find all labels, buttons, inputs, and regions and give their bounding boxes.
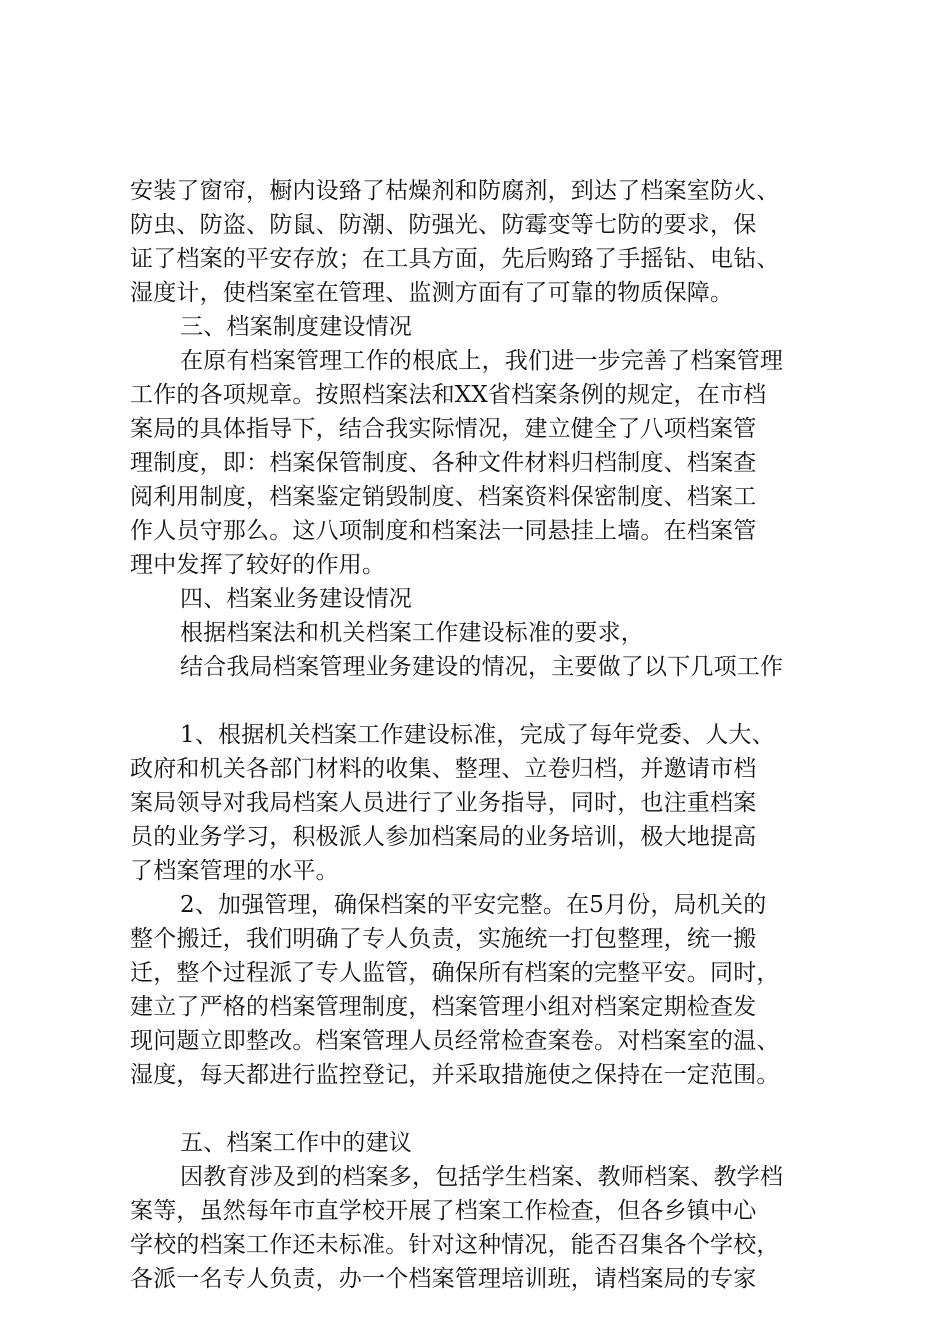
- paragraph-line: 理中发挥了较好的作用。: [130, 552, 386, 578]
- paragraph-line: 了档案管理的水平。: [130, 858, 339, 884]
- paragraph-line: 案局的具体指导下，结合我实际情况，建立健全了八项档案管: [130, 416, 757, 442]
- list-item-2: 2、加强管理，确保档案的平安完整。在5月份，局机关的: [180, 892, 767, 918]
- paragraph-line: 根据档案法和机关档案工作建设标准的要求，: [180, 620, 644, 646]
- paragraph-line: 在原有档案管理工作的根底上，我们进一步完善了档案管理: [180, 348, 784, 374]
- paragraph-line: 整个搬迁，我们明确了专人负责，实施统一打包整理，统一搬: [130, 926, 757, 952]
- paragraph-line: 阅利用制度，档案鉴定销毁制度、档案资料保密制度、档案工: [130, 484, 757, 510]
- paragraph-line: 政府和机关各部门材料的收集、整理、立卷归档，并邀请市档: [130, 756, 757, 782]
- paragraph-line: 安装了窗帘，橱内设臵了枯燥剂和防腐剂，到达了档案室防火、: [130, 178, 780, 204]
- paragraph-line: 案等，虽然每年市直学校开展了档案工作检查，但各乡镇中心: [130, 1198, 757, 1224]
- paragraph-line: 结合我局档案管理业务建设的情况，主要做了以下几项工作: [180, 654, 784, 680]
- paragraph-line: 案局领导对我局档案人员进行了业务指导，同时，也注重档案: [130, 790, 757, 816]
- paragraph-line: 工作的各项规章。按照档案法和XX省档案条例的规定，在市档: [130, 382, 767, 408]
- paragraph-line: 因教育涉及到的档案多，包括学生档案、教师档案、教学档: [180, 1164, 784, 1190]
- paragraph-line: 湿度，每天都进行监控登记，并采取措施使之保持在一定范围。: [130, 1062, 780, 1088]
- paragraph-line: 学校的档案工作还未标准。针对这种情况，能否召集各个学校，: [130, 1232, 780, 1258]
- section-heading-3: 三、档案制度建设情况: [180, 314, 412, 340]
- paragraph-line: 现问题立即整改。档案管理人员经常检查案卷。对档案室的温、: [130, 1028, 780, 1054]
- paragraph-line: 作人员守那么。这八项制度和档案法一同悬挂上墙。在档案管: [130, 518, 757, 544]
- paragraph-line: 理制度，即：档案保管制度、各种文件材料归档制度、档案查: [130, 450, 757, 476]
- list-item-1: 1、根据机关档案工作建设标准，完成了每年党委、人大、: [180, 722, 775, 748]
- section-heading-4: 四、档案业务建设情况: [180, 586, 412, 612]
- paragraph-line: 湿度计，使档案室在管理、监测方面有了可靠的物质保障。: [130, 280, 734, 306]
- paragraph-line: 员的业务学习，积极派人参加档案局的业务培训，极大地提高: [130, 824, 757, 850]
- paragraph-line: 建立了严格的档案管理制度，档案管理小组对档案定期检查发: [130, 994, 757, 1020]
- paragraph-line: 证了档案的平安存放；在工具方面，先后购臵了手摇钻、电钻、: [130, 246, 780, 272]
- section-heading-5: 五、档案工作中的建议: [180, 1130, 412, 1156]
- paragraph-line: 各派一名专人负责，办一个档案管理培训班，请档案局的专家: [130, 1266, 757, 1292]
- paragraph-line: 防虫、防盗、防鼠、防潮、防强光、防霉变等七防的要求，保: [130, 212, 757, 238]
- paragraph-line: 迁，整个过程派了专人监管，确保所有档案的完整平安。同时，: [130, 960, 780, 986]
